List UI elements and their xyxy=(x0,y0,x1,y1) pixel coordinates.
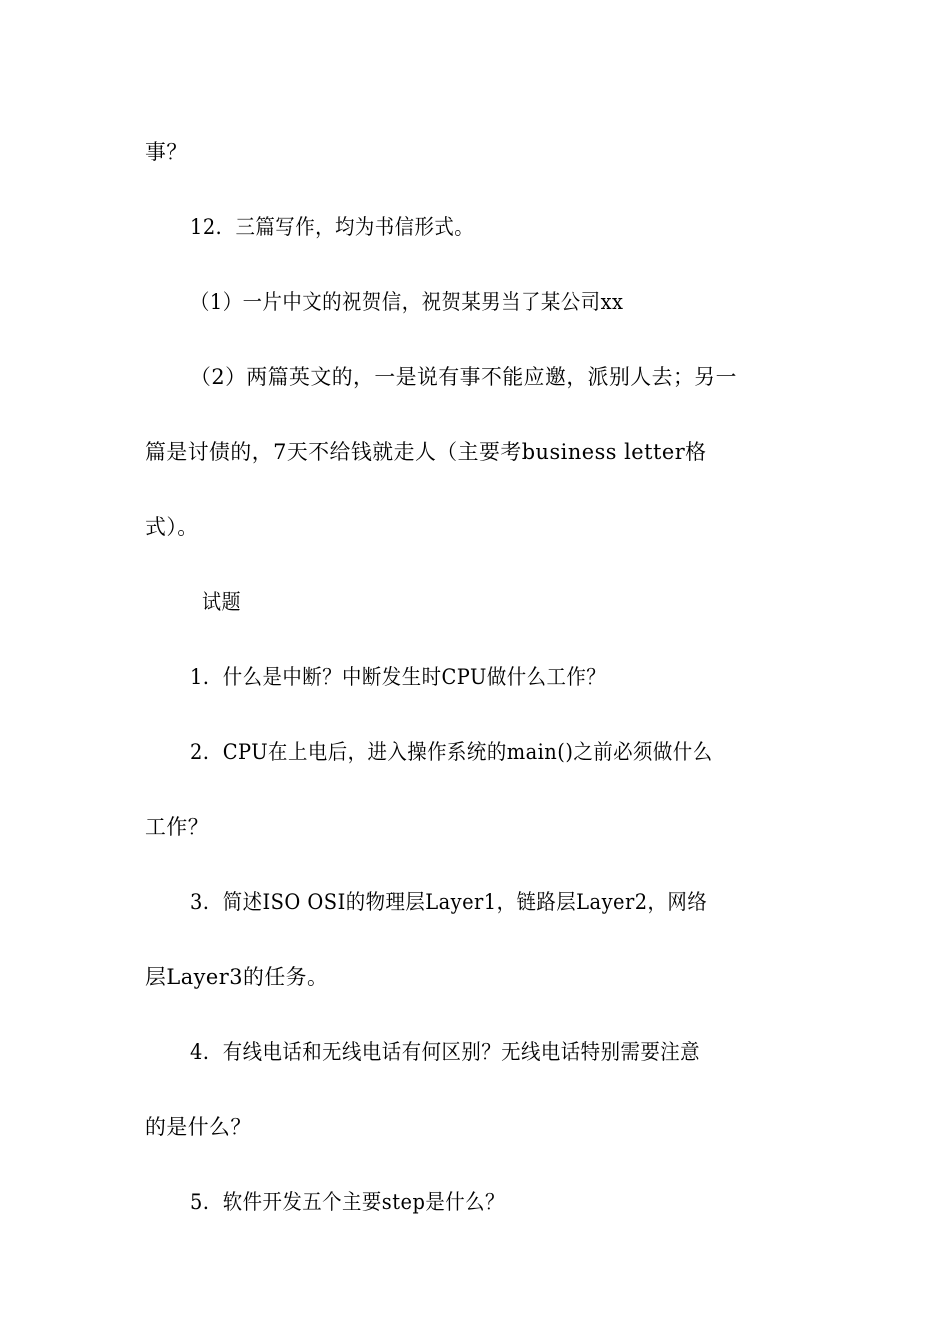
question-3-line-1: 3．简述ISO OSI的物理层Layer1，链路层Layer2，网络 xyxy=(190,890,708,914)
item-12-heading: 12．三篇写作，均为书信形式。 xyxy=(190,215,475,239)
question-3-line-2: 层Layer3的任务。 xyxy=(145,965,329,989)
item-12-sub-2-line-1: （2）两篇英文的，一是说有事不能应邀，派别人去；另一 xyxy=(190,365,737,389)
item-12-sub-2-line-3: 式）。 xyxy=(145,515,199,539)
section-title-questions: 试题 xyxy=(202,590,242,614)
question-5: 5．软件开发五个主要step是什么？ xyxy=(190,1190,505,1214)
text-line-continuation: 事？ xyxy=(145,140,188,164)
question-1: 1．什么是中断？中断发生时CPU做什么工作？ xyxy=(190,665,607,689)
question-4-line-2: 的是什么？ xyxy=(145,1115,252,1139)
item-12-sub-2-line-2: 篇是讨债的，7天不给钱就走人（主要考business letter格 xyxy=(145,440,707,464)
question-2-line-1: 2．CPU在上电后，进入操作系统的main()之前必须做什么 xyxy=(190,740,713,764)
question-2-line-2: 工作？ xyxy=(145,815,210,839)
item-12-sub-1: （1）一片中文的祝贺信，祝贺某男当了某公司xx xyxy=(190,290,624,314)
question-4-line-1: 4．有线电话和无线电话有何区别？无线电话特别需要注意 xyxy=(190,1040,701,1064)
